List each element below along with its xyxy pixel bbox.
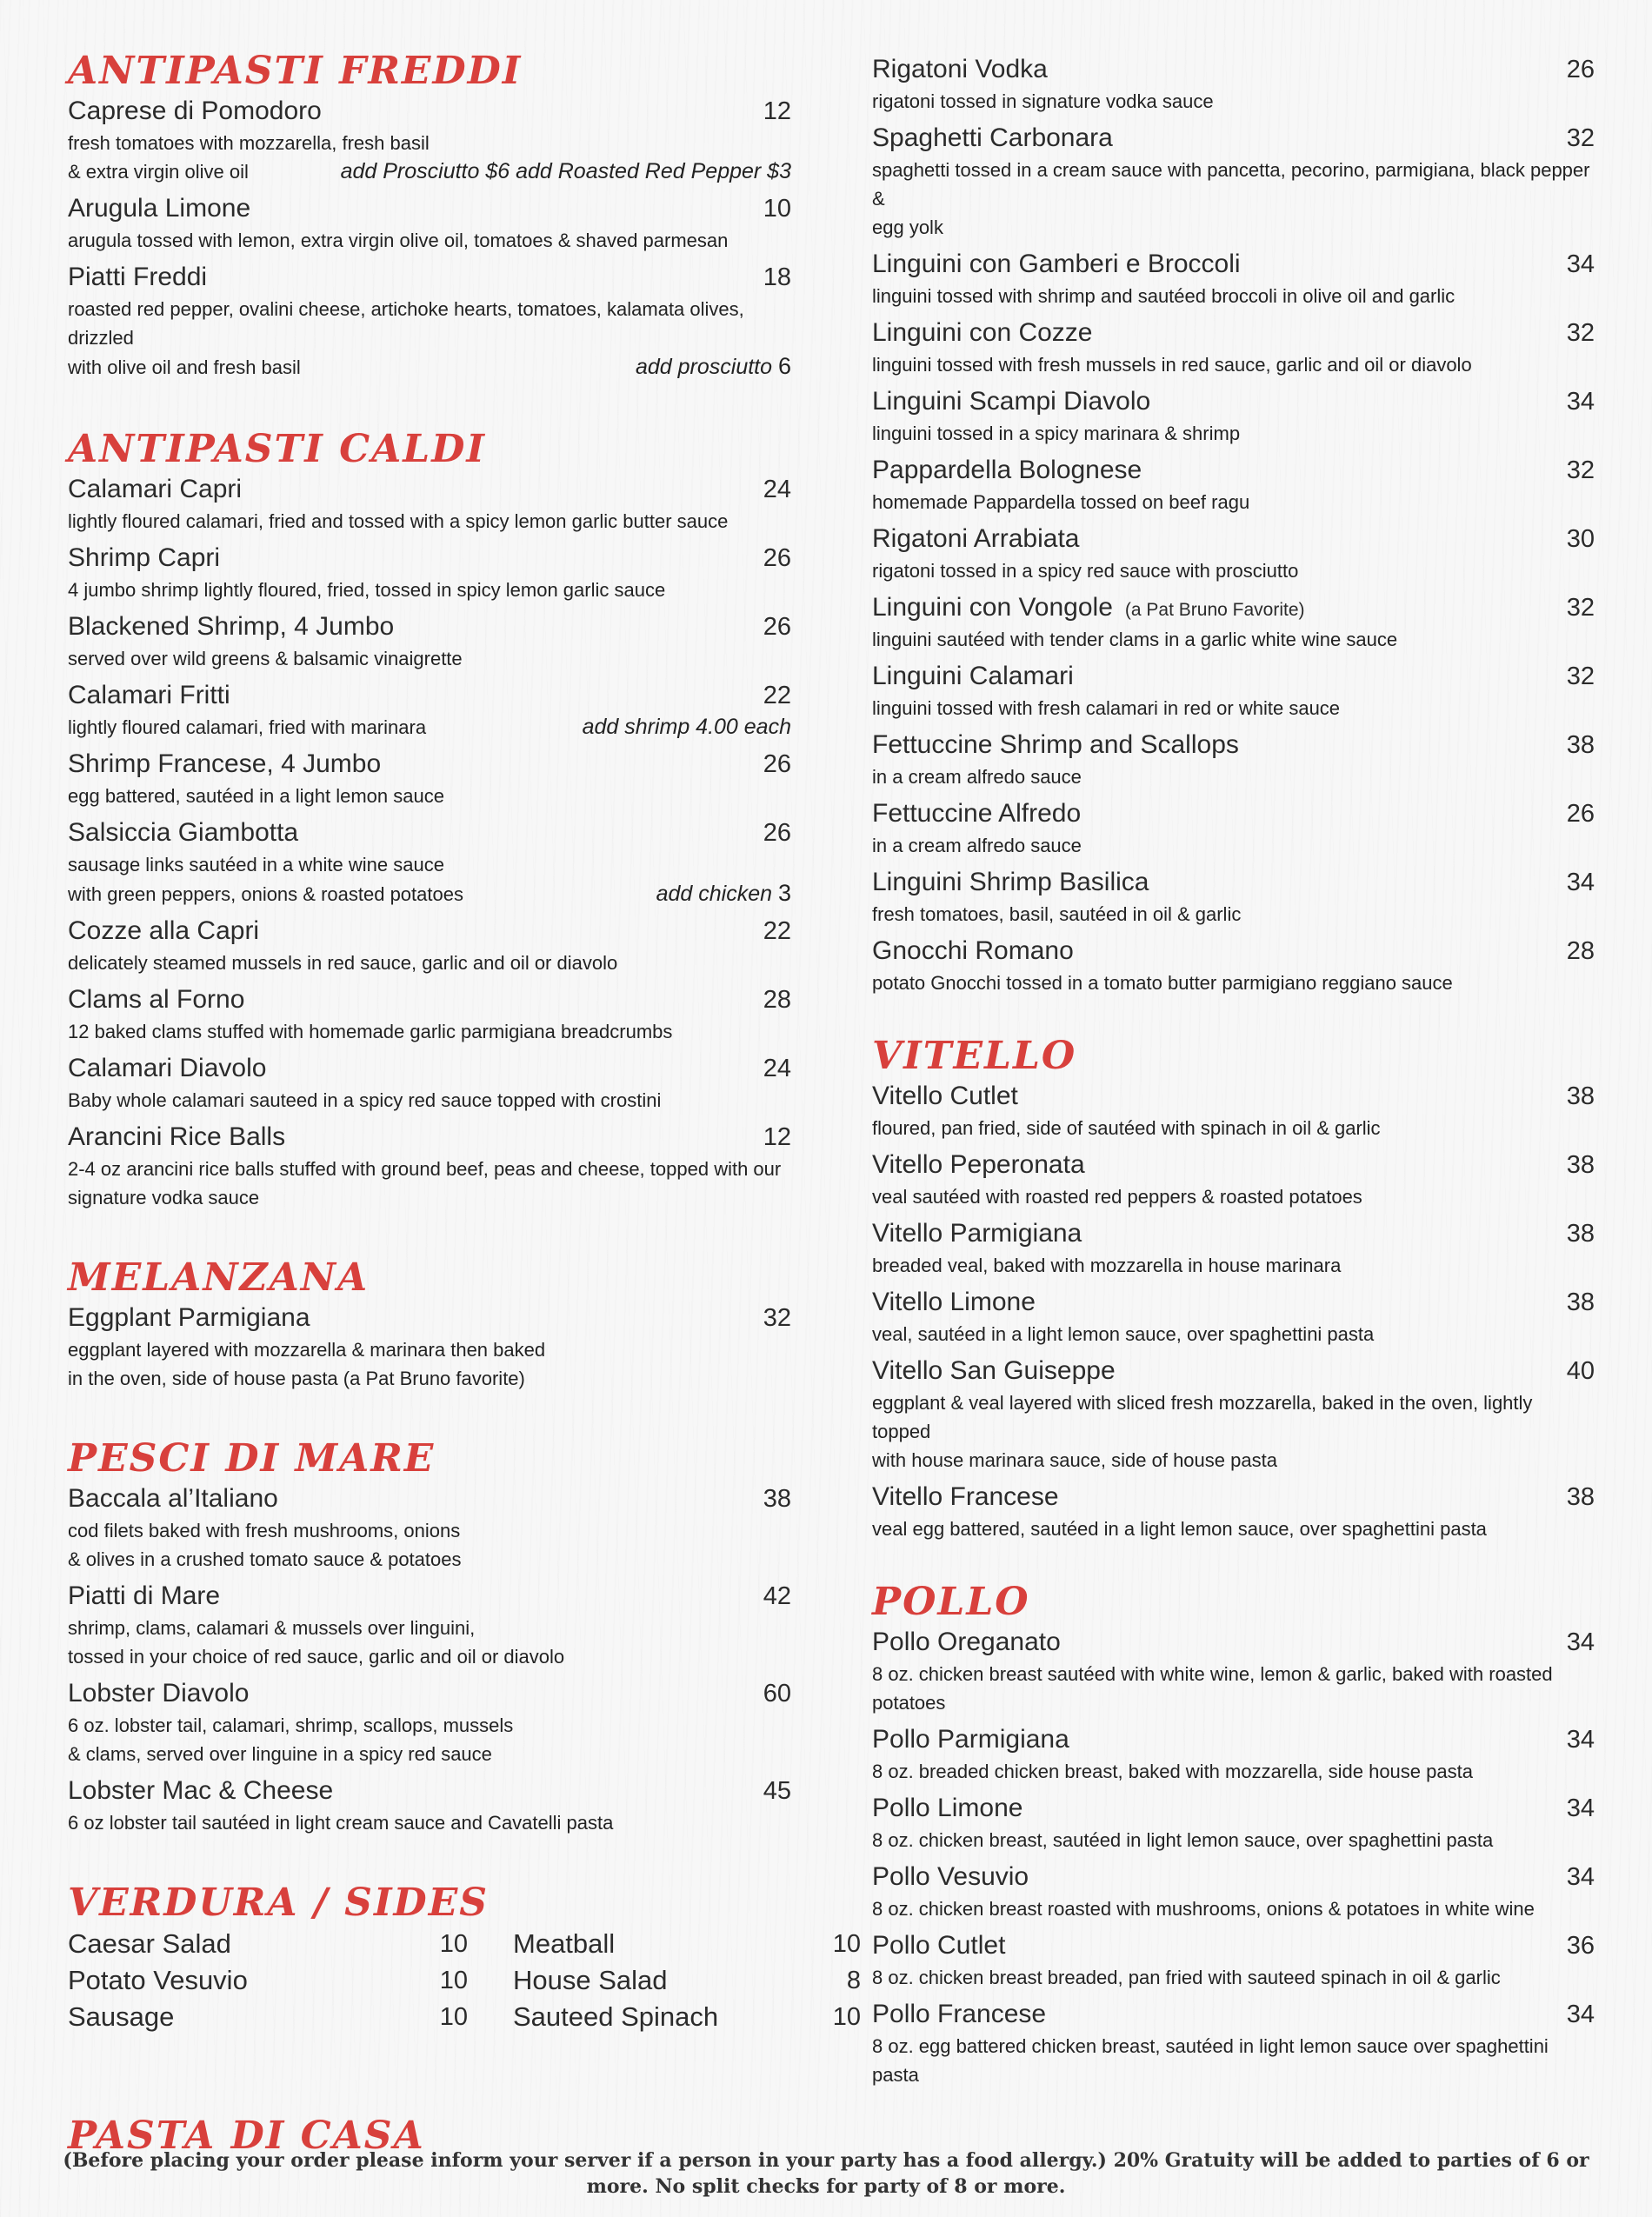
vitello-list — [872, 1079, 1595, 1543]
footer-note: (Before placing your order please inform your server if a person in your party has a food allergy.) 20% Gratuity will be added to parties of 6 or more. No split checks for party of 8 or more. — [63, 2149, 1589, 2198]
menu-item-price: 38 — [1566, 1082, 1595, 1110]
side-item-price: 10 — [832, 1930, 861, 1958]
menu-item-name: Piatti di Mare — [68, 1581, 221, 1610]
menu-item-header — [68, 1301, 791, 1335]
menu-item-title-group — [872, 590, 1305, 625]
section-title-antipasti-caldi: ANTIPASTI CALDI — [68, 427, 486, 471]
menu-item-header — [68, 678, 791, 713]
menu-item-header — [872, 1860, 1595, 1894]
menu-item — [68, 678, 791, 742]
menu-item-description: eggplant layered with mozzarella & marinara then baked — [68, 1339, 546, 1361]
menu-item-description: 8 oz. chicken breast roasted with mushrooms, onions & potatoes in white wine — [872, 1898, 1535, 1920]
menu-item-name: Linguini Calamari — [872, 662, 1074, 690]
menu-item-price: 32 — [763, 1304, 791, 1332]
side-item-name: Meatball — [513, 1928, 616, 1959]
menu-item-description: arugula tossed with lemon, extra virgin olive oil, tomatoes & shaved parmesan — [68, 230, 729, 251]
menu-item-price: 34 — [1566, 1794, 1595, 1822]
menu-item — [872, 1625, 1595, 1717]
menu-item-name: Shrimp Francese, 4 Jumbo — [68, 749, 382, 778]
menu-item-name: Pollo Cutlet — [872, 1931, 1006, 1960]
menu-item-name: Pollo Parmigiana — [872, 1725, 1069, 1754]
menu-item-header — [872, 247, 1595, 282]
menu-item-price: 32 — [1566, 124, 1595, 152]
menu-item — [872, 1148, 1595, 1211]
menu-item — [68, 541, 791, 604]
menu-item — [68, 1676, 791, 1768]
menu-item — [872, 728, 1595, 791]
side-item-price: 10 — [439, 2003, 468, 2031]
menu-item — [872, 247, 1595, 310]
menu-item-description: roasted red pepper, ovalini cheese, artichoke hearts, tomatoes, kalamata olives, drizzled — [68, 298, 744, 349]
menu-item — [872, 453, 1595, 516]
menu-item-price: 26 — [1566, 800, 1595, 828]
menu-item-price: 34 — [1566, 869, 1595, 896]
menu-item-header — [872, 590, 1595, 625]
menu-item-description-line2: & clams, served over linguine in a spicy red sauce — [68, 1743, 492, 1765]
menu-item-addon-price: 6 — [777, 353, 791, 379]
menu-item-description: fresh tomatoes, basil, sautéed in oil & garlic — [872, 903, 1242, 925]
menu-item-name: Linguini Scampi Diavolo — [872, 387, 1151, 416]
menu-item-name: Spaghetti Carbonara — [872, 123, 1113, 152]
pollo-list — [872, 1625, 1595, 2089]
menu-item-description-line2: & extra virgin olive oil — [68, 161, 249, 183]
menu-item — [872, 796, 1595, 860]
menu-item-description: spaghetti tossed in a cream sauce with pancetta, pecorino, parmigiana, black pepper & — [872, 159, 1590, 210]
menu-item-header — [68, 1774, 791, 1808]
menu-item — [68, 191, 791, 255]
side-item-price: 10 — [439, 1967, 468, 1994]
antipasti-freddi-list — [68, 94, 791, 382]
menu-item-price: 28 — [763, 986, 791, 1014]
menu-item-description-row — [68, 879, 791, 909]
menu-item-price: 38 — [1566, 731, 1595, 759]
menu-item-header — [872, 1928, 1595, 1963]
menu-item — [68, 94, 791, 186]
menu-item-header — [68, 609, 791, 644]
menu-item-price: 42 — [763, 1582, 791, 1610]
menu-item-price: 32 — [1566, 594, 1595, 622]
menu-item-price: 28 — [1566, 937, 1595, 965]
menu-item-price: 22 — [763, 917, 791, 945]
menu-item — [872, 865, 1595, 929]
menu-item — [872, 1860, 1595, 1923]
menu-item-price: 34 — [1566, 1863, 1595, 1891]
menu-item — [68, 982, 791, 1046]
menu-item — [872, 1354, 1595, 1475]
section-title-vitello: VITELLO — [872, 1034, 1077, 1078]
menu-item-name: Caprese di Pomodoro — [68, 97, 322, 125]
section-title-melanzana: MELANZANA — [68, 1255, 370, 1300]
menu-item-header — [872, 1480, 1595, 1515]
side-item-price: 10 — [439, 1930, 468, 1958]
menu-item-header — [872, 52, 1595, 87]
menu-item-header — [872, 865, 1595, 900]
menu-item-description: 8 oz. breaded chicken breast, baked with mozzarella, side house pasta — [872, 1761, 1473, 1782]
menu-item-price: 24 — [763, 476, 791, 503]
menu-item-description: rigatoni tossed in a spicy red sauce with prosciutto — [872, 560, 1299, 582]
menu-item — [68, 1774, 791, 1837]
menu-item-price: 18 — [763, 263, 791, 291]
menu-item — [872, 1079, 1595, 1142]
menu-item-addon-text: add Prosciutto $6 add Roasted Red Pepper $3 — [340, 159, 791, 183]
menu-item-header — [68, 1481, 791, 1516]
menu-item-header — [68, 982, 791, 1017]
menu-item-description: delicately steamed mussels in red sauce, garlic and oil or diavolo — [68, 952, 618, 974]
menu-item-description: 4 jumbo shrimp lightly floured, fried, tossed in spicy lemon garlic sauce — [68, 579, 666, 601]
section-title-sides: VERDURA / SIDES — [68, 1881, 490, 1925]
menu-item-header — [68, 1579, 791, 1614]
menu-item-price: 22 — [763, 682, 791, 709]
right-column — [872, 52, 1595, 2094]
menu-item-header — [68, 1051, 791, 1086]
menu-item-name: Fettuccine Alfredo — [872, 799, 1082, 828]
menu-item-price: 34 — [1566, 1726, 1595, 1754]
menu-item-name: Vitello Parmigiana — [872, 1219, 1082, 1248]
sides-grid — [68, 1926, 861, 2035]
menu-item-price: 38 — [1566, 1483, 1595, 1511]
menu-item-header — [68, 1676, 791, 1711]
menu-item-header — [872, 1791, 1595, 1826]
menu-item-name: Fettuccine Shrimp and Scallops — [872, 730, 1239, 759]
melanzana-list — [68, 1301, 791, 1393]
pesci-list — [68, 1481, 791, 1837]
menu-item — [872, 1480, 1595, 1543]
menu-item-description-line2: tossed in your choice of red sauce, garlic and oil or diavolo — [68, 1646, 565, 1668]
menu-item — [872, 659, 1595, 722]
menu-item-description: sausage links sautéed in a white wine sauce — [68, 854, 444, 875]
menu-item-header — [872, 1625, 1595, 1660]
side-item-name: Potato Vesuvio — [68, 1965, 248, 1995]
menu-item-price: 24 — [763, 1055, 791, 1082]
menu-item-name: Piatti Freddi — [68, 263, 208, 291]
menu-item-description: rigatoni tossed in signature vodka sauce — [872, 90, 1214, 112]
menu-item — [872, 52, 1595, 116]
menu-item-description: served over wild greens & balsamic vinaigrette — [68, 648, 463, 669]
menu-item-price: 34 — [1566, 388, 1595, 416]
menu-item-description: linguini sautéed with tender clams in a garlic white wine sauce — [872, 629, 1398, 650]
pasta-list — [872, 52, 1595, 997]
menu-item-addon-text: add prosciutto — [635, 355, 773, 379]
menu-item-name: Vitello Limone — [872, 1288, 1036, 1316]
menu-item-name: Clams al Forno — [68, 985, 245, 1014]
menu-item-price: 26 — [763, 544, 791, 572]
menu-item-header — [872, 796, 1595, 831]
menu-item-header — [872, 934, 1595, 969]
menu-item-header — [68, 541, 791, 576]
menu-item-description: 6 oz. lobster tail, calamari, shrimp, scallops, mussels — [68, 1714, 514, 1736]
section-title-pesci: PESCI DI MARE — [68, 1436, 436, 1481]
menu-item-price: 32 — [1566, 662, 1595, 690]
menu-item-description: linguini tossed with fresh mussels in red sauce, garlic and oil or diavolo — [872, 354, 1472, 376]
menu-item-name: Calamari Capri — [68, 475, 243, 503]
side-item-name: House Salad — [513, 1965, 668, 1995]
menu-item-name: Pollo Limone — [872, 1794, 1023, 1822]
menu-item-header — [68, 747, 791, 782]
menu-item-name: Cozze alla Capri — [68, 916, 260, 945]
menu-item-description: eggplant & veal layered with sliced fresh mozzarella, baked in the oven, lightly topped — [872, 1392, 1533, 1442]
menu-item-name: Arancini Rice Balls — [68, 1122, 286, 1151]
menu-item — [872, 590, 1595, 654]
menu-item-name: Vitello Francese — [872, 1482, 1059, 1511]
menu-item-description: 2-4 oz arancini rice balls stuffed with ground beef, peas and cheese, topped with our — [68, 1158, 782, 1180]
menu-item-description-row — [68, 352, 791, 382]
menu-item-header — [872, 453, 1595, 488]
menu-item-price: 38 — [763, 1485, 791, 1513]
menu-item-description-row — [68, 713, 791, 742]
menu-item-name: Pappardella Bolognese — [872, 456, 1142, 484]
menu-item-name: Salsiccia Giambotta — [68, 818, 299, 847]
side-spacer — [468, 1962, 513, 1999]
menu-item-header — [872, 1997, 1595, 2032]
side-item-price: 8 — [846, 1967, 861, 1994]
menu-item — [68, 609, 791, 673]
menu-item-price: 38 — [1566, 1288, 1595, 1316]
menu-item — [68, 1051, 791, 1115]
menu-item-header — [68, 914, 791, 949]
menu-item-header — [872, 1216, 1595, 1251]
menu-item-price: 26 — [763, 750, 791, 778]
menu-item-description: cod filets baked with fresh mushrooms, onions — [68, 1520, 461, 1541]
menu-item-name: Vitello Cutlet — [872, 1082, 1018, 1110]
menu-item-price: 60 — [763, 1680, 791, 1708]
menu-item-addon — [341, 157, 791, 186]
menu-item-addon — [656, 879, 791, 909]
menu-item-name: Linguini Shrimp Basilica — [872, 868, 1149, 896]
section-title-pasta-di-casa: PASTA DI CASA — [68, 2114, 425, 2158]
menu-item-price: 26 — [763, 819, 791, 847]
menu-item-addon — [636, 352, 791, 382]
menu-item-name: Pollo Vesuvio — [872, 1862, 1029, 1891]
menu-item-description-line2: with green peppers, onions & roasted potatoes — [68, 883, 463, 905]
menu-item-description: veal sautéed with roasted red peppers & roasted potatoes — [872, 1186, 1362, 1208]
menu-item-description: lightly floured calamari, fried and tossed with a spicy lemon garlic butter sauce — [68, 510, 729, 532]
menu-item-description: linguini tossed in a spicy marinara & shrimp — [872, 423, 1241, 444]
menu-item-price: 12 — [763, 1123, 791, 1151]
menu-item-name: Gnocchi Romano — [872, 936, 1074, 965]
menu-item-description-line2: potatoes — [872, 1692, 946, 1714]
menu-item — [872, 1928, 1595, 1992]
menu-item-description-line2: in the oven, side of house pasta (a Pat Bruno favorite) — [68, 1368, 525, 1389]
antipasti-caldi-list — [68, 472, 791, 1212]
menu-item-name: Calamari Fritti — [68, 681, 230, 709]
menu-item-name: Shrimp Capri — [68, 543, 221, 572]
menu-item-description: linguini tossed with fresh calamari in red or white sauce — [872, 697, 1341, 719]
menu-item-price: 30 — [1566, 525, 1595, 553]
menu-item-name: Pollo Oreganato — [872, 1628, 1061, 1656]
menu-item-header — [872, 384, 1595, 419]
menu-item-name: Vitello San Guiseppe — [872, 1356, 1116, 1385]
menu-item-description: 8 oz. chicken breast sautéed with white wine, lemon & garlic, baked with roasted — [872, 1663, 1553, 1685]
menu-item-header — [872, 1148, 1595, 1182]
menu-item-description: floured, pan fried, side of sautéed with spinach in oil & garlic — [872, 1117, 1381, 1139]
menu-item-description: in a cream alfredo sauce — [872, 835, 1082, 856]
side-item-price: 10 — [832, 2003, 861, 2031]
menu-item — [68, 747, 791, 810]
menu-item-description: Baby whole calamari sauteed in a spicy red sauce topped with crostini — [68, 1089, 662, 1111]
menu-item-description: potato Gnocchi tossed in a tomato butter parmigiano reggiano sauce — [872, 972, 1453, 994]
side-spacer — [468, 1926, 513, 1962]
menu-item-header — [68, 472, 791, 507]
menu-item-price: 10 — [763, 195, 791, 223]
menu-item — [872, 1997, 1595, 2089]
menu-item-price: 26 — [1566, 56, 1595, 83]
menu-item-description: homemade Pappardella tossed on beef ragu — [872, 491, 1250, 513]
menu-item-header — [68, 816, 791, 850]
menu-item — [68, 914, 791, 977]
menu-item — [872, 1216, 1595, 1280]
menu-item-price: 38 — [1566, 1220, 1595, 1248]
left-column — [68, 49, 861, 2035]
section-title-pollo: POLLO — [872, 1580, 1030, 1624]
section-title-antipasti-freddi: ANTIPASTI FREDDI — [68, 49, 523, 93]
menu-item-header — [872, 728, 1595, 762]
menu-item — [872, 934, 1595, 997]
menu-item-price: 45 — [763, 1777, 791, 1805]
menu-item-name: Rigatoni Arrabiata — [872, 524, 1080, 553]
menu-item-name: Vitello Peperonata — [872, 1150, 1085, 1179]
menu-item-description: veal, sautéed in a light lemon sauce, over spaghettini pasta — [872, 1323, 1375, 1345]
menu-item — [68, 260, 791, 382]
menu-item-name: Eggplant Parmigiana — [68, 1303, 310, 1332]
menu-item — [68, 472, 791, 536]
menu-item — [68, 1481, 791, 1574]
menu-item-price: 12 — [763, 97, 791, 125]
menu-item-name: Baccala al’Italiano — [68, 1484, 278, 1513]
menu-item-description: 12 baked clams stuffed with homemade garlic parmigiana breadcrumbs — [68, 1021, 673, 1042]
menu-item-name: Linguini con Vongole — [872, 593, 1113, 622]
menu-item-description: egg battered, sautéed in a light lemon sauce — [68, 785, 444, 807]
menu-item — [68, 1120, 791, 1212]
menu-item-description: 8 oz. egg battered chicken breast, sautéed in light lemon sauce over spaghettini pasta — [872, 2035, 1549, 2086]
menu-item-description: linguini tossed with shrimp and sautéed broccoli in olive oil and garlic — [872, 285, 1455, 307]
menu-item-name: Pollo Francese — [872, 2000, 1047, 2028]
menu-item-header — [872, 659, 1595, 694]
side-item-name: Sausage — [68, 2001, 175, 2032]
menu-item-price: 38 — [1566, 1151, 1595, 1179]
menu-item-description: lightly floured calamari, fried with marinara — [68, 716, 427, 738]
menu-item-price: 40 — [1566, 1357, 1595, 1385]
side-item-name: Sauteed Spinach — [513, 2001, 719, 2032]
menu-item-description: 8 oz. chicken breast breaded, pan fried with sauteed spinach in oil & garlic — [872, 1967, 1501, 1988]
menu-item-description-line2: with olive oil and fresh basil — [68, 356, 301, 378]
menu-item — [872, 522, 1595, 585]
menu-item-description: fresh tomatoes with mozzarella, fresh basil — [68, 132, 430, 154]
menu-item-description: in a cream alfredo sauce — [872, 766, 1082, 788]
menu-item-price: 34 — [1566, 2001, 1595, 2028]
menu-item-description-line2: & olives in a crushed tomato sauce & potatoes — [68, 1548, 462, 1570]
menu-item-name: Blackened Shrimp, 4 Jumbo — [68, 612, 395, 641]
menu-item-header — [68, 1120, 791, 1155]
menu-item-price: 26 — [763, 613, 791, 641]
menu-item-header — [872, 1079, 1595, 1114]
menu-item — [872, 1722, 1595, 1786]
menu-item-description-row — [68, 157, 791, 186]
menu-item-header — [872, 316, 1595, 350]
menu-item-price: 32 — [1566, 456, 1595, 484]
menu-item-description: breaded veal, baked with mozzarella in house marinara — [872, 1255, 1342, 1276]
side-spacer — [468, 1999, 513, 2035]
menu-item-addon-price: 3 — [777, 880, 791, 906]
menu-item-header — [872, 121, 1595, 156]
menu-item-name: Lobster Mac & Cheese — [68, 1776, 334, 1805]
menu-item-description: 8 oz. chicken breast, sautéed in light lemon sauce, over spaghettini pasta — [872, 1829, 1494, 1851]
menu-item-header — [68, 260, 791, 295]
menu-item-price: 34 — [1566, 1628, 1595, 1656]
menu-item-header — [872, 1354, 1595, 1388]
menu-item-price: 36 — [1566, 1932, 1595, 1960]
menu-item-name: Calamari Diavolo — [68, 1054, 267, 1082]
menu-item-description: 6 oz lobster tail sautéed in light cream sauce and Cavatelli pasta — [68, 1812, 614, 1834]
menu-item — [872, 1791, 1595, 1854]
menu-item — [872, 316, 1595, 379]
menu-item-name: Arugula Limone — [68, 194, 251, 223]
menu-item-name: Rigatoni Vodka — [872, 55, 1048, 83]
menu-item-header — [872, 1722, 1595, 1757]
menu-item — [68, 1579, 791, 1671]
menu-item-header — [872, 522, 1595, 556]
menu-item — [872, 1285, 1595, 1348]
menu-item-name: Linguini con Cozze — [872, 318, 1093, 347]
menu-item-note: (a Pat Bruno Favorite) — [1124, 600, 1305, 620]
menu-item-description-line2: egg yolk — [872, 216, 943, 238]
menu-item-addon: add shrimp 4.00 each — [582, 715, 791, 739]
menu-item-description-line2: signature vodka sauce — [68, 1187, 260, 1208]
menu-item — [68, 1301, 791, 1393]
menu-item-header — [68, 191, 791, 226]
menu-item — [872, 384, 1595, 448]
menu-item-price: 34 — [1566, 250, 1595, 278]
menu-item — [68, 816, 791, 909]
menu-item — [872, 121, 1595, 242]
menu-item-header — [872, 1285, 1595, 1320]
menu-item-name: Lobster Diavolo — [68, 1679, 250, 1708]
menu-item-description-line2: with house marinara sauce, side of house pasta — [872, 1449, 1277, 1471]
menu-item-name: Linguini con Gamberi e Broccoli — [872, 250, 1241, 278]
side-item-name: Caesar Salad — [68, 1928, 231, 1959]
menu-item-header — [68, 94, 791, 129]
menu-item-price: 32 — [1566, 319, 1595, 347]
menu-item-description: veal egg battered, sautéed in a light lemon sauce, over spaghettini pasta — [872, 1518, 1487, 1540]
menu-item-addon-text: add chicken — [656, 882, 773, 906]
menu-item-description: shrimp, clams, calamari & mussels over linguini, — [68, 1617, 476, 1639]
